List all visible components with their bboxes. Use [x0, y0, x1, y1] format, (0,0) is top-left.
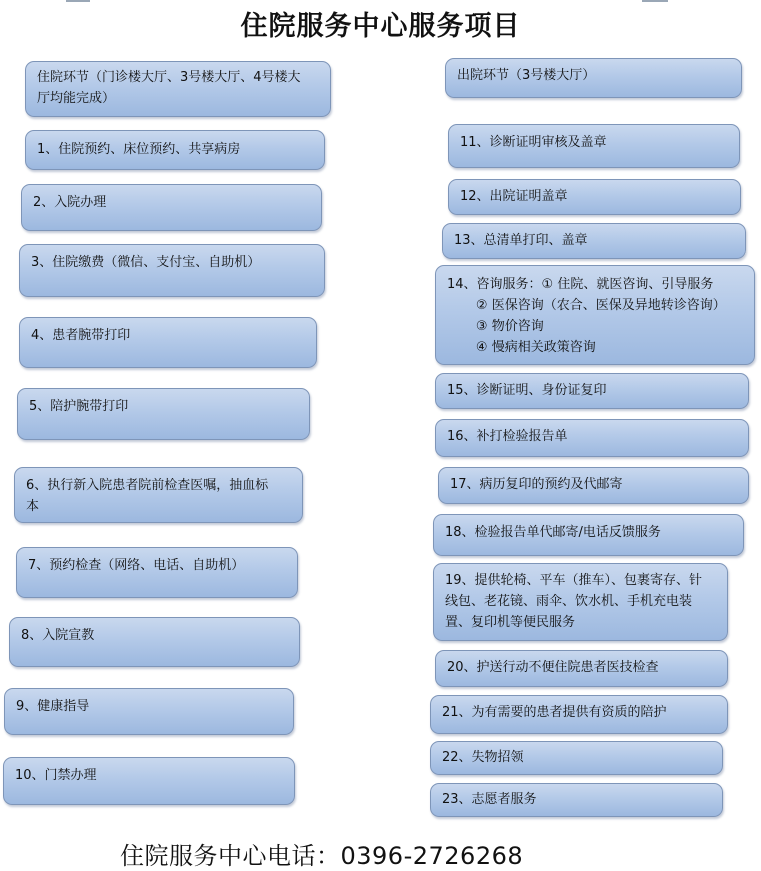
- box-text-line: 12、出院证明盖章: [460, 189, 568, 204]
- service-phone-number: 住院服务中心电话：0396-2726268: [120, 842, 524, 870]
- service-box-11: [448, 124, 740, 168]
- box-text-line: 11、诊断证明审核及盖章: [460, 135, 607, 150]
- box-text-line: 线包、老花镜、雨伞、饮水机、手机充电装: [445, 594, 693, 609]
- box-text-line: 厅均能完成）: [37, 91, 116, 106]
- top-rule-left: [66, 0, 90, 2]
- service-box-13: [442, 223, 746, 259]
- box-text-line: 16、补打检验报告单: [447, 429, 568, 444]
- service-box-4: [19, 317, 317, 368]
- service-box-admission-section: [25, 61, 331, 117]
- service-box-1: [25, 130, 325, 170]
- box-text-line: 7、预约检查（网络、电话、自助机）: [28, 558, 245, 573]
- box-text-line: 9、健康指导: [16, 699, 90, 714]
- box-text-line: 17、病历复印的预约及代邮寄: [450, 477, 623, 492]
- service-box-7: [16, 547, 298, 598]
- service-box-9: [4, 688, 294, 735]
- box-text-line: 18、检验报告单代邮寄/电话反馈服务: [445, 525, 661, 540]
- box-text-line: 置、复印机等便民服务: [445, 615, 576, 630]
- service-box-discharge-section: [445, 58, 742, 98]
- service-box-3: [19, 244, 325, 297]
- box-text-line: ④ 慢病相关政策咨询: [447, 340, 596, 355]
- box-text-line: 13、总清单打印、盖章: [454, 233, 588, 248]
- box-text-line: 本: [26, 499, 40, 514]
- box-text-line: ③ 物价咨询: [447, 319, 544, 334]
- service-box-20: [435, 650, 728, 687]
- box-text-line: 3、住院缴费（微信、支付宝、自助机）: [31, 255, 261, 270]
- box-text-line: 21、为有需要的患者提供有资质的陪护: [442, 705, 667, 720]
- box-text-line: 8、入院宣教: [21, 628, 95, 643]
- service-box-19: [433, 563, 728, 641]
- service-box-18: [433, 514, 744, 556]
- box-text-line: 出院环节（3号楼大厅）: [457, 68, 596, 83]
- service-box-23: [430, 783, 723, 817]
- box-text-line: 5、陪护腕带打印: [29, 399, 129, 414]
- box-text-line: 22、失物招领: [442, 750, 524, 765]
- box-text-line: 10、门禁办理: [15, 768, 97, 783]
- service-box-12: [448, 179, 741, 215]
- service-box-21: [430, 695, 728, 734]
- box-text-line: 2、入院办理: [33, 195, 107, 210]
- box-text-line: ② 医保咨询（农合、医保及异地转诊咨询）: [447, 298, 726, 313]
- service-box-22: [430, 741, 723, 775]
- service-box-17: [438, 467, 749, 504]
- box-text-line: 住院环节（门诊楼大厅、3号楼大厅、4号楼大: [37, 70, 301, 85]
- box-text-line: 4、患者腕带打印: [31, 328, 131, 343]
- box-text-line: 19、提供轮椅、平车（推车）、包裹寄存、针: [445, 573, 703, 588]
- service-box-15: [435, 373, 749, 409]
- service-box-6: [14, 467, 303, 523]
- service-box-5: [17, 388, 310, 440]
- box-text-line: 1、住院预约、床位预约、共享病房: [37, 142, 241, 157]
- service-box-2: [21, 184, 322, 231]
- box-text-line: 14、咨询服务：① 住院、就医咨询、引导服务: [447, 277, 714, 292]
- service-box-16: [435, 419, 749, 457]
- box-text-line: 23、志愿者服务: [442, 792, 537, 807]
- box-text-line: 20、护送行动不便住院患者医技检查: [447, 660, 659, 675]
- service-box-10: [3, 757, 295, 805]
- page-title: 住院服务中心服务项目: [240, 11, 521, 42]
- box-text-line: 6、执行新入院患者院前检查医嘱，抽血标: [26, 478, 269, 493]
- top-rule-right: [642, 0, 668, 2]
- service-box-8: [9, 617, 300, 667]
- box-text-line: 15、诊断证明、身份证复印: [447, 383, 607, 398]
- service-box-14: [435, 265, 755, 365]
